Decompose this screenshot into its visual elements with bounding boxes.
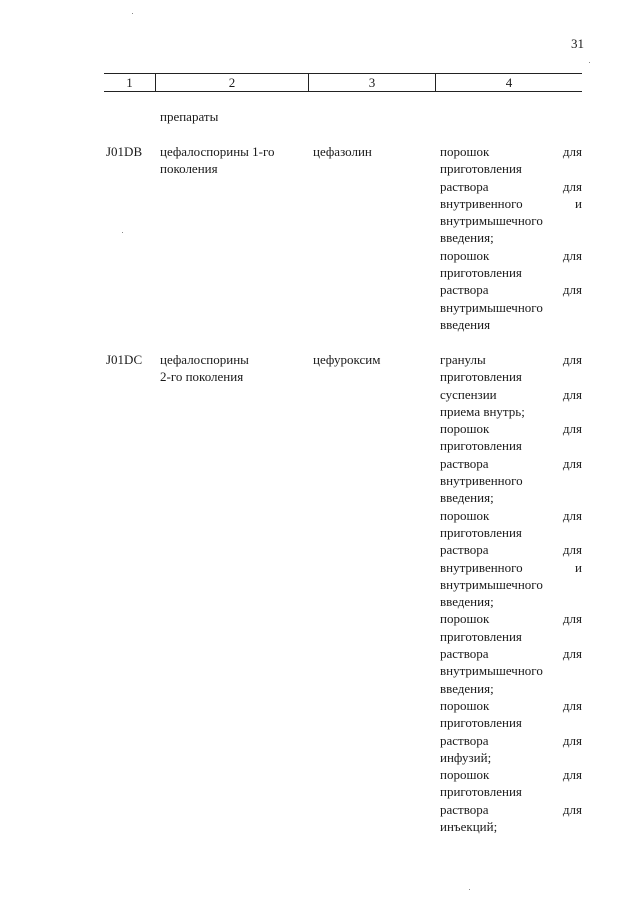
dosage-form-line bbox=[440, 507, 582, 524]
dosage-form-line bbox=[440, 749, 582, 766]
dosage-form-line bbox=[440, 559, 582, 576]
column-header-3: 3 bbox=[368, 75, 376, 90]
dosage-form-line bbox=[440, 212, 582, 229]
dosage-form-word: порошок bbox=[440, 507, 490, 523]
dosage-form-line bbox=[440, 368, 582, 385]
dosage-form-line bbox=[440, 299, 582, 316]
group-name-line: 2-го поколения bbox=[160, 369, 244, 384]
atc-code: J01DB bbox=[106, 144, 143, 159]
drug-name: цефазолин bbox=[313, 144, 372, 159]
continuation-text: препараты bbox=[160, 109, 219, 124]
dosage-form-line bbox=[440, 160, 582, 177]
dosage-form-line bbox=[440, 229, 582, 246]
dosage-form-line bbox=[440, 403, 582, 420]
dosage-form-word: для bbox=[562, 386, 582, 402]
dosage-form-line bbox=[440, 524, 582, 541]
dosage-form-word: раствора bbox=[440, 542, 489, 558]
dosage-form-word: приготовления bbox=[440, 628, 522, 644]
dosage-form-line bbox=[440, 437, 582, 454]
dosage-form-word: внутримышечного bbox=[440, 576, 543, 592]
group-name-line: поколения bbox=[160, 161, 218, 176]
page-number: 31 bbox=[571, 36, 584, 51]
drug-name: цефуроксим bbox=[313, 352, 381, 367]
dosage-form-word: для bbox=[562, 767, 582, 783]
scan-speck bbox=[469, 889, 470, 890]
dosage-form-word: раствора bbox=[440, 282, 489, 298]
dosage-form-line bbox=[440, 386, 582, 403]
dosage-form-word: для bbox=[562, 178, 582, 194]
dosage-form-word: для bbox=[562, 455, 582, 471]
dosage-form-line bbox=[440, 178, 582, 195]
dosage-form-word: для bbox=[562, 611, 582, 627]
dosage-form-word: приготовления bbox=[440, 524, 522, 540]
dosage-form-line bbox=[440, 351, 582, 368]
dosage-form-word: для bbox=[562, 801, 582, 817]
scan-speck bbox=[132, 13, 133, 14]
dosage-form-word: внутривенного bbox=[440, 559, 523, 575]
dosage-form-word: для bbox=[562, 646, 582, 662]
dosage-form-line bbox=[440, 420, 582, 437]
table-header-row bbox=[104, 73, 582, 92]
dosage-form-line bbox=[440, 783, 582, 800]
dosage-form-line bbox=[440, 766, 582, 783]
dosage-form-line bbox=[440, 316, 582, 333]
dosage-form-line bbox=[440, 714, 582, 731]
column-header-4: 4 bbox=[505, 75, 513, 90]
dosage-form-word: внутримышечного bbox=[440, 213, 543, 229]
dosage-form-word: раствора bbox=[440, 455, 489, 471]
dosage-form-word: внутримышечного bbox=[440, 299, 543, 315]
dosage-form-word: приготовления bbox=[440, 161, 522, 177]
dosage-form-word: для bbox=[562, 247, 582, 263]
dosage-form-word: порошок bbox=[440, 611, 490, 627]
dosage-form-word: для bbox=[562, 507, 582, 523]
group-name-line: цефалоспорины bbox=[160, 352, 249, 367]
dosage-form-word: суспензии bbox=[440, 386, 497, 402]
dosage-form-word: приготовления bbox=[440, 265, 522, 281]
dosage-form-word: и bbox=[575, 195, 582, 211]
dosage-form-line bbox=[440, 541, 582, 558]
dosage-form-word: порошок bbox=[440, 247, 490, 263]
dosage-form-line bbox=[440, 576, 582, 593]
dosage-form-word: раствора bbox=[440, 646, 489, 662]
dosage-form-word: приготовления bbox=[440, 715, 522, 731]
dosage-form-word: для bbox=[562, 732, 582, 748]
dosage-form-word: приготовления bbox=[440, 784, 522, 800]
dosage-form-word: введения; bbox=[440, 594, 494, 610]
dosage-form-line bbox=[440, 593, 582, 610]
dosage-form-line bbox=[440, 662, 582, 679]
column-header-2: 2 bbox=[228, 75, 236, 90]
dosage-form-word: инфузий; bbox=[440, 749, 492, 765]
dosage-form-word: раствора bbox=[440, 178, 489, 194]
dosage-form-word: для bbox=[562, 352, 582, 367]
dosage-form-word: внутримышечного bbox=[440, 663, 543, 679]
dosage-form-line bbox=[440, 818, 582, 835]
dosage-form-word: для bbox=[562, 421, 582, 437]
dosage-form-word: порошок bbox=[440, 421, 490, 437]
dosage-form-line bbox=[440, 732, 582, 749]
dosage-form-word: раствора bbox=[440, 801, 489, 817]
dosage-form-word: инъекций; bbox=[440, 819, 498, 835]
dosage-form-word: внутривенного bbox=[440, 195, 523, 211]
dosage-form-word: порошок bbox=[440, 144, 490, 159]
dosage-form-line bbox=[440, 472, 582, 489]
group-name-line: цефалоспорины 1-го bbox=[160, 144, 275, 159]
dosage-form-word: и bbox=[575, 559, 582, 575]
dosage-form-word: приготовления bbox=[440, 438, 522, 454]
dosage-form-line bbox=[440, 281, 582, 298]
dosage-form-line bbox=[440, 628, 582, 645]
dosage-form-word: приготовления bbox=[440, 369, 522, 385]
dosage-form-line bbox=[440, 801, 582, 818]
dosage-form-line bbox=[440, 455, 582, 472]
dosage-form-line bbox=[440, 143, 582, 160]
scan-speck bbox=[589, 62, 590, 63]
dosage-form-word: гранулы bbox=[440, 352, 486, 367]
dosage-form-word: порошок bbox=[440, 767, 490, 783]
dosage-form-line bbox=[440, 680, 582, 697]
dosage-form-word: для bbox=[562, 282, 582, 298]
dosage-form-line bbox=[440, 264, 582, 281]
dosage-form-line bbox=[440, 697, 582, 714]
dosage-form-line bbox=[440, 610, 582, 627]
dosage-form-line bbox=[440, 247, 582, 264]
dosage-form-line bbox=[440, 195, 582, 212]
dosage-form-word: введения bbox=[440, 316, 491, 332]
dosage-form-word: внутривенного bbox=[440, 473, 523, 489]
dosage-form-word: введения; bbox=[440, 680, 494, 696]
dosage-form-word: введения; bbox=[440, 230, 494, 246]
dosage-form-word: для bbox=[562, 542, 582, 558]
column-header-1: 1 bbox=[126, 75, 133, 90]
dosage-form-word: введения; bbox=[440, 490, 494, 506]
dosage-form-word: порошок bbox=[440, 697, 490, 713]
dosage-form-word: раствора bbox=[440, 732, 489, 748]
dosage-form-word: для bbox=[562, 144, 582, 159]
dosage-form-line bbox=[440, 489, 582, 506]
dosage-form-word: для bbox=[562, 697, 582, 713]
dosage-forms bbox=[440, 351, 582, 835]
dosage-forms bbox=[440, 143, 582, 333]
atc-code: J01DC bbox=[106, 352, 143, 367]
dosage-form-line bbox=[440, 645, 582, 662]
dosage-form-word: приема внутрь; bbox=[440, 403, 525, 419]
scan-speck bbox=[122, 232, 123, 233]
